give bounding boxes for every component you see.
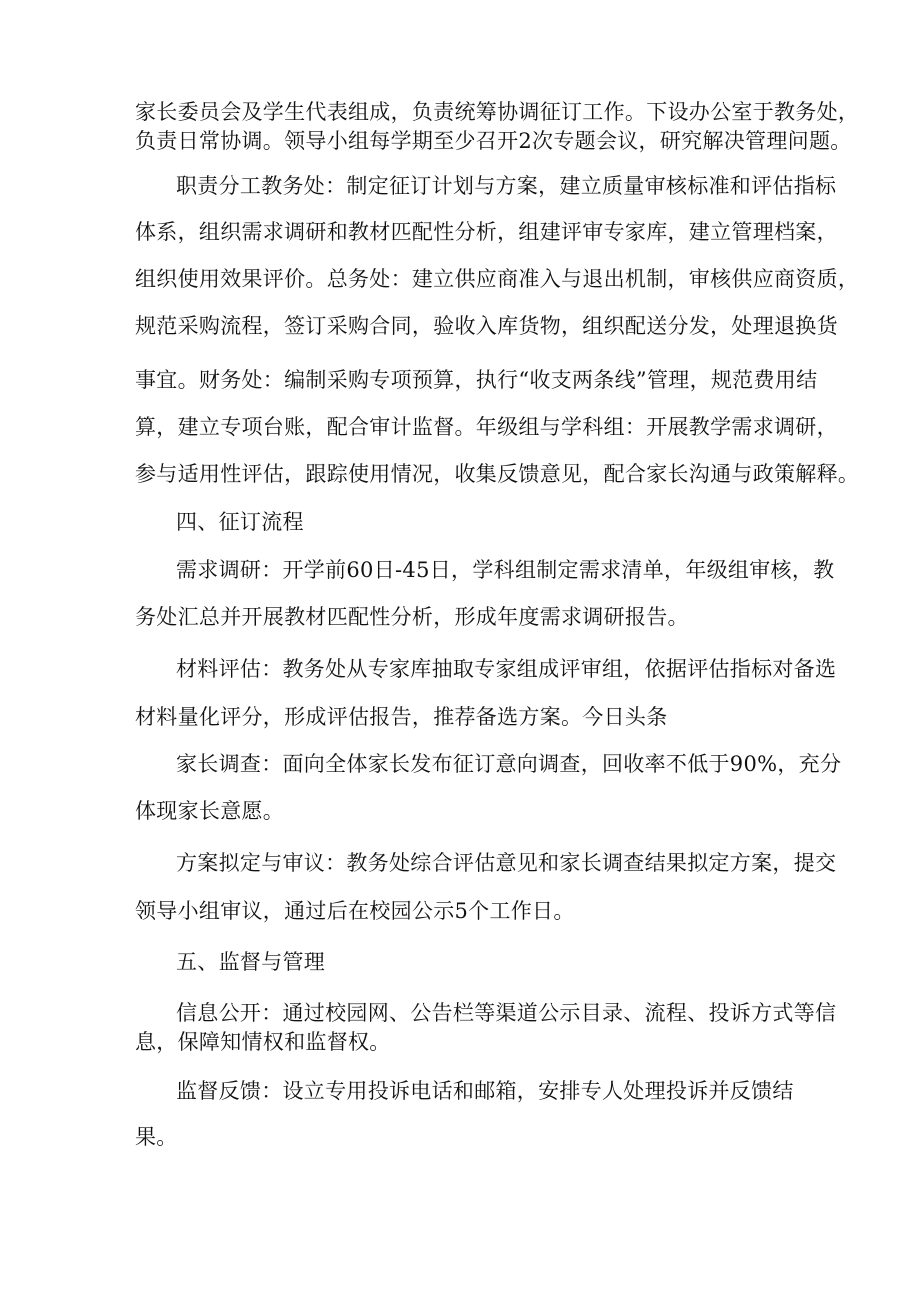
paragraph-line: 果。 [135,1125,178,1149]
section-heading: 五、监督与管理 [176,950,326,974]
paragraph-line: 负责日常协调。领导小组每学期至少召开2次专题会议，研究解决管理问题。 [135,129,852,153]
paragraph-line: 事宜。财务处：编制采购专项预算，执行“收支两条线”管理，规范费用结 [135,368,818,392]
paragraph-line: 家长委员会及学生代表组成，负责统筹协调征订工作。下设办公室于教务处， [135,100,860,124]
paragraph-line: 体系，组织需求调研和教材匹配性分析，组建评审专家库，建立管理档案， [135,220,838,244]
paragraph-line: 务处汇总并开展教材匹配性分析，形成年度需求调研报告。 [135,605,689,629]
paragraph-line: 参与适用性评估，跟踪使用情况，收集反馈意见，配合家长沟通与政策解释。 [135,462,860,486]
paragraph-line: 算，建立专项台账，配合审计监督。年级组与学科组：开展教学需求调研， [135,415,838,439]
paragraph-line: 职责分工教务处：制定征订计划与方案，建立质量审核标准和评估指标 [176,174,837,198]
paragraph-line: 信息公开：通过校园网、公告栏等渠道公示目录、流程、投诉方式等信 [176,1001,837,1025]
paragraph-line: 方案拟定与审议：教务处综合评估意见和家长调查结果拟定方案，提交 [176,851,837,875]
paragraph-line: 领导小组审议，通过后在校园公示5个工作日。 [135,899,575,923]
paragraph-line: 组织使用效果评价。总务处：建立供应商准入与退出机制，审核供应商资质， [135,267,860,291]
section-heading: 四、征订流程 [176,510,304,534]
paragraph-line: 规范采购流程，签订采购合同，验收入库货物，组织配送分发，处理退换货 [135,314,838,338]
paragraph-line: 体现家长意愿。 [135,799,285,823]
paragraph-line: 息，保障知情权和监督权。 [135,1030,391,1054]
paragraph-line: 材料评估：教务处从专家库抽取专家组成评审组，依据评估指标对备选 [176,657,837,681]
paragraph-line: 监督反馈：设立专用投诉电话和邮箱，安排专人处理投诉并反馈结 [176,1079,794,1103]
paragraph-line: 材料量化评分，形成评估报告，推荐备选方案。今日头条 [135,705,668,729]
paragraph-line: 需求调研：开学前60日-45日，学科组制定需求清单，年级组审核，教 [176,558,835,582]
paragraph-line: 家长调查：面向全体家长发布征订意向调查，回收率不低于90%，充分 [176,752,842,776]
